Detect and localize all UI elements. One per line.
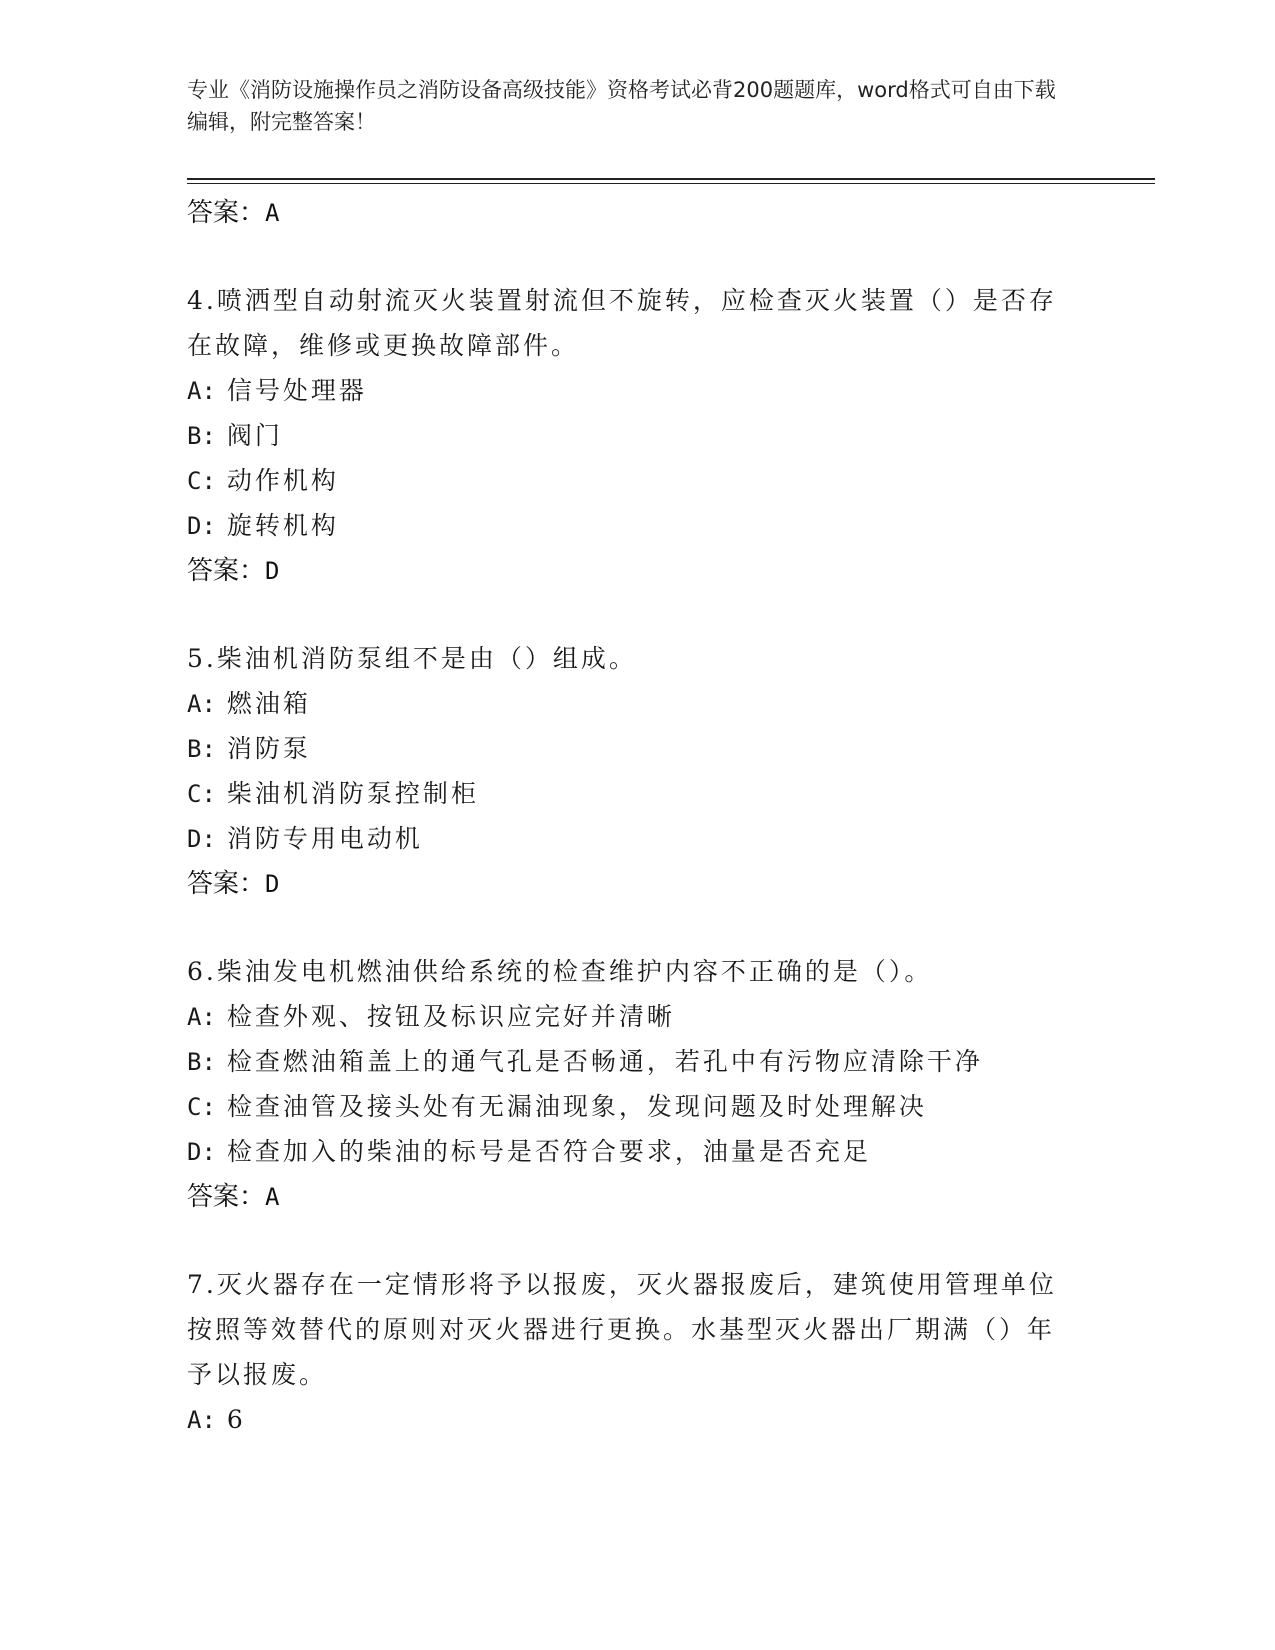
- answer-line: [187, 861, 1067, 905]
- option-b: [187, 1039, 1067, 1084]
- option-letter: C:: [187, 780, 216, 808]
- option-c: [187, 458, 1067, 503]
- option-letter: B:: [187, 1048, 216, 1076]
- option-letter: A:: [187, 1003, 216, 1031]
- document-header: 专业《消防设施操作员之消防设备高级技能》资格考试必背200题题库，word格式可自由下载编辑，附完整答案！: [187, 78, 1056, 134]
- option-text: 旋转机构: [226, 511, 339, 540]
- answer-value: A: [265, 1183, 280, 1211]
- option-letter: C:: [187, 1093, 216, 1121]
- question-stem: 5.柴油机消防泵组不是由（）组成。: [187, 644, 637, 673]
- spacer: [187, 1218, 1067, 1262]
- option-c: [187, 1084, 1067, 1129]
- option-text: 检查外观、按钮及标识应完好并清晰: [226, 1002, 675, 1031]
- answer-label: 答案：: [187, 868, 266, 898]
- option-text: 动作机构: [226, 466, 339, 495]
- option-b: [187, 413, 1067, 458]
- option-letter: D:: [187, 512, 216, 540]
- option-text: 柴油机消防泵控制柜: [226, 779, 479, 808]
- question-4: [187, 278, 1067, 548]
- option-d: [187, 1129, 1067, 1174]
- option-letter: D:: [187, 1138, 216, 1166]
- answer-label: 答案：: [187, 555, 266, 585]
- option-text: 消防泵: [226, 734, 311, 763]
- option-a: [187, 1397, 1067, 1442]
- option-text: 检查油管及接头处有无漏油现象，发现问题及时处理解决: [226, 1092, 927, 1121]
- option-text: 检查燃油箱盖上的通气孔是否畅通，若孔中有污物应清除干净: [226, 1047, 983, 1076]
- option-letter: D:: [187, 825, 216, 853]
- option-text: 信号处理器: [226, 376, 367, 405]
- answer-value: D: [265, 557, 280, 585]
- option-letter: A:: [187, 377, 216, 405]
- option-d: [187, 503, 1067, 548]
- question-7: [187, 1262, 1067, 1442]
- answer-line: [187, 190, 1067, 234]
- document-body: [187, 190, 1067, 1442]
- answer-line: [187, 1174, 1067, 1218]
- option-text: 6: [226, 1405, 246, 1434]
- answer-value: A: [265, 199, 280, 227]
- option-letter: A:: [187, 690, 216, 718]
- option-text: 检查加入的柴油的标号是否符合要求，油量是否充足: [226, 1137, 871, 1166]
- option-text: 消防专用电动机: [226, 824, 423, 853]
- question-stem: 6.柴油发电机燃油供给系统的检查维护内容不正确的是（）。: [187, 957, 933, 986]
- question-6: [187, 949, 1067, 1174]
- option-a: [187, 681, 1067, 726]
- option-letter: A:: [187, 1406, 216, 1434]
- question-stem: 7.灭火器存在一定情形将予以报废，灭火器报废后，建筑使用管理单位按照等效替代的原则对灭火器进行更换。水基型灭火器出厂期满（）年予以报废。: [187, 1270, 1057, 1389]
- question-stem: 4.喷洒型自动射流灭火装置射流但不旋转，应检查灭火装置（）是否存在故障，维修或更换故障部件。: [187, 286, 1057, 360]
- option-text: 燃油箱: [226, 689, 311, 718]
- spacer: [187, 592, 1067, 636]
- header-divider: [187, 178, 1155, 184]
- answer-label: 答案：: [187, 1181, 266, 1211]
- spacer: [187, 905, 1067, 949]
- spacer: [187, 234, 1067, 278]
- answer-value: D: [265, 870, 280, 898]
- answer-label: 答案：: [187, 197, 266, 227]
- option-letter: B:: [187, 735, 216, 763]
- option-a: [187, 368, 1067, 413]
- option-a: [187, 994, 1067, 1039]
- option-d: [187, 816, 1067, 861]
- option-letter: C:: [187, 467, 216, 495]
- option-b: [187, 726, 1067, 771]
- option-text: 阀门: [226, 421, 283, 450]
- question-5: [187, 636, 1067, 861]
- answer-line: [187, 548, 1067, 592]
- option-letter: B:: [187, 422, 216, 450]
- option-c: [187, 771, 1067, 816]
